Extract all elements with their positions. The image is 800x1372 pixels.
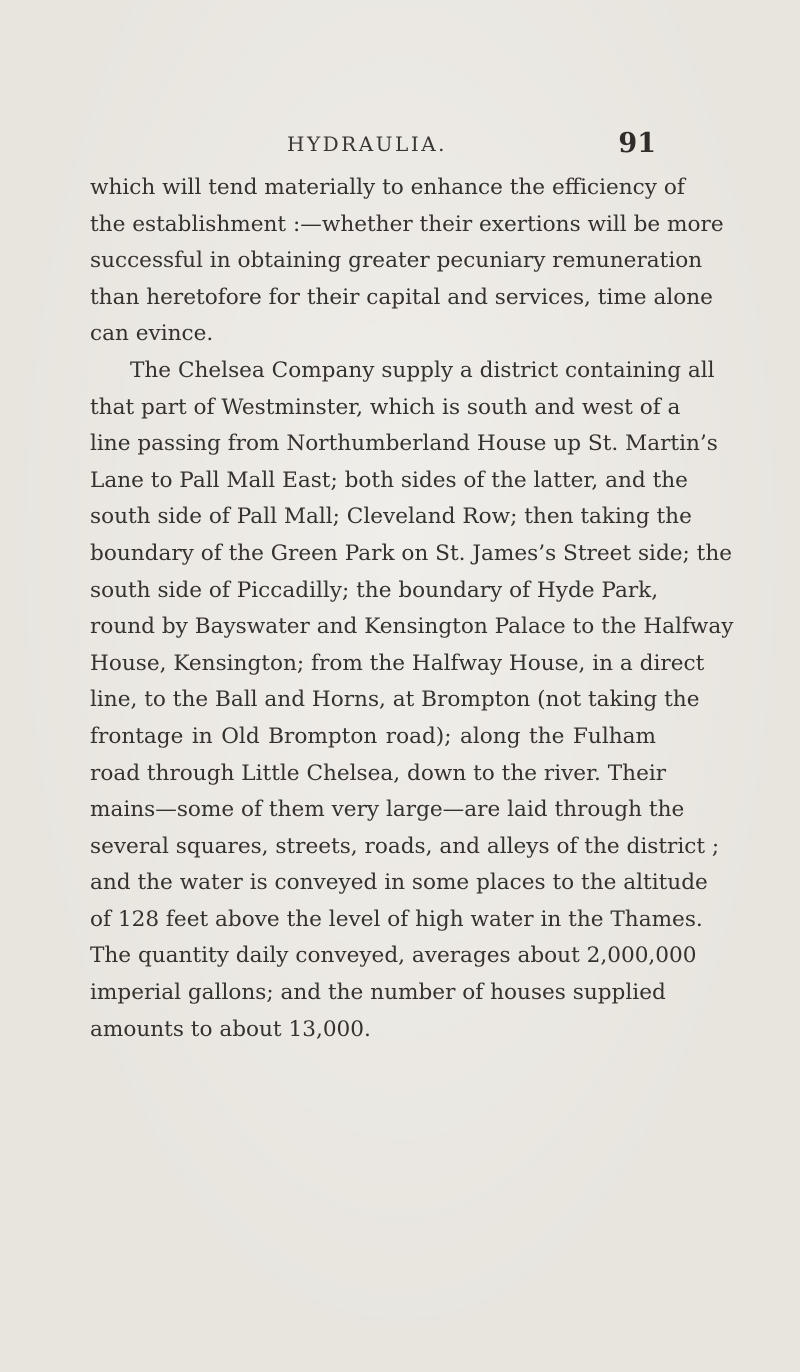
running-head	[90, 128, 656, 160]
text-line: imperial gallons; and the number of houses supplied	[90, 980, 666, 1006]
text-line: boundary of the Green Park on St. James’s Street side; the	[90, 540, 733, 566]
running-title: HYDRAULIA.	[287, 132, 448, 156]
text-line: round by Bayswater and Kensington Palace to the Halfway	[90, 614, 734, 640]
paragraph	[90, 170, 724, 353]
text-line: can evince.	[90, 321, 214, 347]
body-text	[90, 170, 734, 1048]
text-line: amounts to about 13,000.	[90, 1016, 371, 1042]
text-line: road through Little Chelsea, down to the river. Their	[90, 760, 667, 786]
text-line: House, Kensington; from the Halfway House, in a direct	[90, 650, 705, 676]
text-line: the establishment :—whether their exertions will be more	[90, 211, 724, 237]
text-line: south side of Piccadilly; the boundary of Hyde Park,	[90, 577, 659, 603]
text-line: line passing from Northumberland House up St. Martin’s	[90, 431, 718, 457]
page-number: 91	[618, 128, 656, 159]
paragraph	[90, 353, 734, 1048]
text-line: that part of Westminster, which is south and west of a	[90, 394, 681, 420]
text-line: line, to the Ball and Horns, at Brompton (not taking the	[90, 687, 700, 713]
text-line: than heretofore for their capital and services, time alone	[90, 284, 713, 310]
text-line: several squares, streets, roads, and alleys of the district ;	[90, 833, 720, 859]
text-line: The Chelsea Company supply a district containing all	[130, 357, 715, 383]
text-line: which will tend materially to enhance the efficiency of	[90, 175, 685, 200]
text-line: and the water is conveyed in some places to the altitude	[90, 870, 708, 896]
text-line: The quantity daily conveyed, averages about 2,000,000	[90, 943, 697, 969]
text-line: south side of Pall Mall; Cleveland Row; then taking the	[90, 504, 692, 530]
text-line: successful in obtaining greater pecuniary remuneration	[90, 248, 703, 274]
text-line: Lane to Pall Mall East; both sides of the latter, and the	[90, 467, 688, 493]
text-line: mains—some of them very large—are laid through the	[90, 797, 685, 823]
text-line: of 128 feet above the level of high water in the Thames.	[90, 906, 703, 932]
text-line: frontage in Old Brompton road); along the Fulham	[90, 723, 656, 749]
